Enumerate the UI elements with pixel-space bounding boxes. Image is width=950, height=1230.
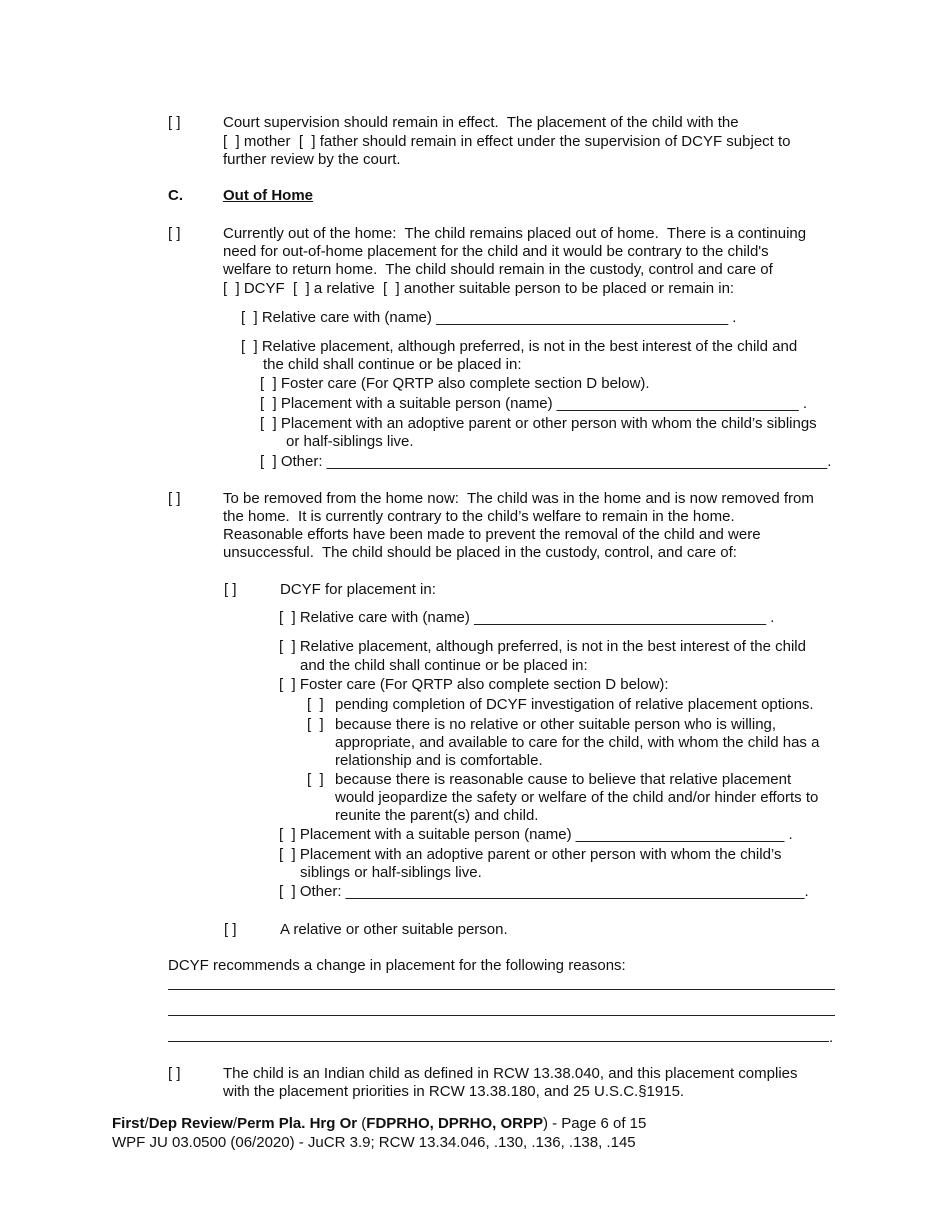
checkbox[interactable]: [ ]: [307, 716, 324, 733]
paragraph-line: need for out-of-home placement for the child and it would be contrary to the child's: [223, 243, 769, 260]
paragraph-line: Court supervision should remain in effect. The placement of the child with the: [223, 114, 739, 131]
option-adoptive-parent[interactable]: [ ] Placement with an adoptive parent or other person with whom the child’s siblings: [260, 415, 817, 432]
checkbox[interactable]: [ ]: [168, 1065, 181, 1082]
reason-line-2[interactable]: [168, 1015, 835, 1016]
paragraph-line: The child is an Indian child as defined in RCW 13.38.040, and this placement complies: [223, 1065, 798, 1082]
paragraph-line: [ ] DCYF [ ] a relative [ ] another suitable person to be placed or remain in:: [223, 280, 735, 297]
section-letter: C.: [168, 187, 183, 204]
reason-line-3[interactable]: [168, 1041, 829, 1042]
checkbox[interactable]: [ ]: [307, 771, 324, 788]
option-foster-care[interactable]: [ ] Foster care (For QRTP also complete section D below).: [260, 375, 650, 392]
paragraph-line: further review by the court.: [223, 151, 401, 168]
footer-title-first: First: [112, 1115, 145, 1132]
footer-title-perm: Perm Pla. Hrg Or: [237, 1115, 358, 1132]
option-adoptive-parent[interactable]: [ ] Placement with an adoptive parent or other person with whom the child’s: [279, 846, 782, 863]
option-relative-not-best[interactable]: [ ] Relative placement, although preferred, is not in the best interest of the child and: [241, 338, 798, 355]
footer-citation: WPF JU 03.0500 (06/2020) - JuCR 3.9; RCW 13.34.046, .130, .136, .138, .145: [112, 1134, 636, 1151]
option-suitable-person[interactable]: [ ] Placement with a suitable person (name) _____________________________ .: [260, 395, 808, 412]
paragraph-line: siblings or half-siblings live.: [300, 864, 482, 881]
option-other[interactable]: [ ] Other: ____________________________________________________________.: [260, 453, 832, 470]
paragraph-line: [ ] mother [ ] father should remain in effect under the supervision of DCYF subject to: [223, 133, 791, 150]
footer-slash: /: [144, 1115, 149, 1132]
checkbox[interactable]: [ ]: [224, 921, 237, 938]
option-foster-care[interactable]: [ ] Foster care (For QRTP also complete section D below):: [279, 676, 669, 693]
checkbox[interactable]: [ ]: [168, 490, 181, 507]
reason-line-1[interactable]: [168, 989, 835, 990]
relative-option-label: A relative or other suitable person.: [280, 921, 508, 938]
paragraph-line: welfare to return home. The child should remain in the custody, control and care of: [223, 261, 773, 278]
option-relative-care[interactable]: [ ] Relative care with (name) ___________________________________ .: [279, 609, 775, 626]
checkbox[interactable]: [ ]: [168, 225, 181, 242]
paragraph-line: Currently out of the home: The child remains placed out of home. There is a continuing: [223, 225, 807, 242]
paragraph-line: reunite the parent(s) and child.: [335, 807, 539, 824]
paragraph-line: appropriate, and available to care for the child, with whom the child has a: [335, 734, 820, 751]
reason-end-period: .: [829, 1029, 834, 1046]
footer-title-dep-review: Dep Review: [148, 1115, 233, 1132]
footer-page-number: ) - Page 6 of 15: [542, 1115, 647, 1132]
paragraph-line: pending completion of DCYF investigation of relative placement options.: [335, 696, 814, 713]
checkbox[interactable]: [ ]: [168, 114, 181, 131]
paragraph-line: and the child shall continue or be placed in:: [300, 657, 588, 674]
paragraph-line: because there is no relative or other suitable person who is willing,: [335, 716, 777, 733]
paragraph-line: Reasonable efforts have been made to prevent the removal of the child and were: [223, 526, 761, 543]
footer-slash: /: [232, 1115, 238, 1132]
paragraph-line: with the placement priorities in RCW 13.38.180, and 25 U.S.C.§1915.: [223, 1083, 685, 1100]
footer-paren-open: (: [357, 1115, 367, 1132]
paragraph-line: would jeopardize the safety or welfare of the child and/or hinder efforts to: [335, 789, 819, 806]
section-title: Out of Home: [223, 187, 313, 204]
footer-title: [112, 1115, 646, 1133]
footer-form-codes: FDPRHO, DPRHO, ORPP: [366, 1115, 543, 1132]
option-other[interactable]: [ ] Other: _______________________________________________________.: [279, 883, 809, 900]
paragraph-line: or half-siblings live.: [286, 433, 414, 450]
option-relative-care[interactable]: [ ] Relative care with (name) ___________________________________ .: [241, 309, 737, 326]
paragraph-line: because there is reasonable cause to believe that relative placement: [335, 771, 792, 788]
option-relative-not-best[interactable]: [ ] Relative placement, although preferred, is not in the best interest of the child: [279, 638, 806, 655]
recommend-label: DCYF recommends a change in placement for the following reasons:: [168, 957, 626, 974]
option-suitable-person[interactable]: [ ] Placement with a suitable person (name) _________________________ .: [279, 826, 793, 843]
checkbox[interactable]: [ ]: [307, 696, 324, 713]
paragraph-line: To be removed from the home now: The child was in the home and is now removed from: [223, 490, 814, 507]
paragraph-line: unsuccessful. The child should be placed in the custody, control, and care of:: [223, 544, 737, 561]
paragraph-line: the home. It is currently contrary to the child’s welfare to remain in the home.: [223, 508, 735, 525]
paragraph-line: the child shall continue or be placed in:: [263, 356, 522, 373]
checkbox[interactable]: [ ]: [224, 581, 237, 598]
paragraph-line: relationship and is comfortable.: [335, 752, 543, 769]
dcyf-placement-label: DCYF for placement in:: [280, 581, 436, 598]
